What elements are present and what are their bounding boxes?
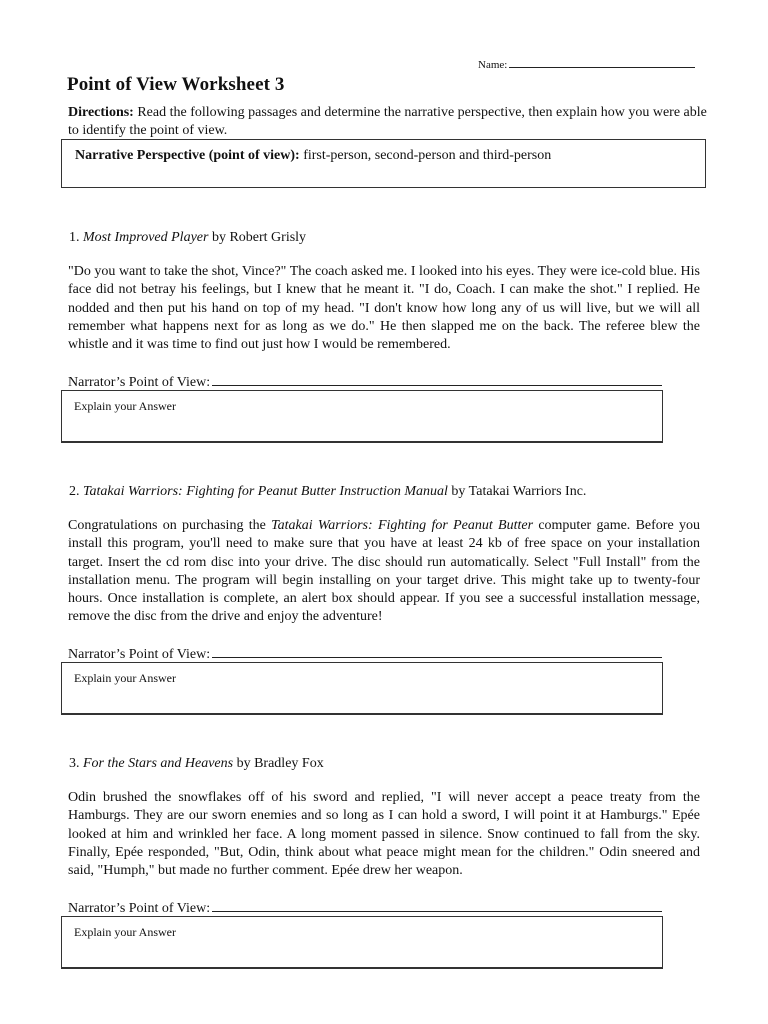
directions-text: Read the following passages and determine the narrative perspective, then explain how you were able to identify the point of view. xyxy=(68,105,707,138)
item-1-answer-box[interactable] xyxy=(61,390,663,443)
directions-label: Directions: xyxy=(68,105,134,120)
passage-text: Congratulations on purchasing the xyxy=(68,518,272,533)
work-title: Tatakai Warriors: Fighting for Peanut Butter Instruction Manual xyxy=(83,484,448,499)
perspective-label: Narrative Perspective (point of view): xyxy=(75,148,300,163)
item-2-passage xyxy=(68,517,700,627)
name-field[interactable] xyxy=(478,58,695,71)
pov-label: Narrator’s Point of View: xyxy=(68,901,211,916)
item-3-title xyxy=(69,756,324,772)
work-title: Most Improved Player xyxy=(83,230,209,245)
pov-label: Narrator’s Point of View: xyxy=(68,647,211,662)
perspective-options: first-person, second-person and third-person xyxy=(299,148,552,163)
directions xyxy=(68,104,718,140)
item-3-pov[interactable] xyxy=(68,899,662,917)
name-label: Name: xyxy=(478,59,508,71)
item-number: 2. xyxy=(69,484,80,499)
item-number: 3. xyxy=(69,756,80,771)
passage-title: Tatakai Warriors: Fighting for Peanut Butter xyxy=(271,518,534,533)
work-title: For the Stars and Heavens xyxy=(83,756,234,771)
item-number: 1. xyxy=(69,230,80,245)
item-1-title xyxy=(69,230,306,246)
item-2-pov[interactable] xyxy=(68,645,662,663)
page-title: Point of View Worksheet 3 xyxy=(67,74,285,95)
item-1-passage: "Do you want to take the shot, Vince?" The coach asked me. I looked into his eyes. They were ice-cold blue. His face did not betray his feelings, but I knew that he meant it. "I do, Coach. I can make the shot." I replied. He nodded and then put his hand on top of my head. "I don't know how long any of us will live, but we will all remember what happens next for as long as we do." He then slapped me on the back. The referee blew the whistle and it was time to find out just how I would be remembered. xyxy=(68,264,700,353)
passage-text: computer game. Before you install this program, you'll need to make sure that you have at least 24 kb of free space on your installation target. Insert the cd rom disc into your drive. The disc should run automatically. Select "Full Install" from the installation menu. The program will begin installing on your target drive. This might take up to twenty-four hours. Once installation is complete, an alert box should appear. If you see a successful installation message, remove the disc from the drive and enjoy the adventure! xyxy=(68,518,700,625)
byline: by Robert Grisly xyxy=(208,230,307,245)
pov-label: Narrator’s Point of View: xyxy=(68,375,211,390)
perspective-box xyxy=(61,139,706,188)
pov-blank[interactable] xyxy=(212,373,662,386)
name-blank[interactable] xyxy=(509,58,695,68)
item-1-pov[interactable] xyxy=(68,373,662,391)
explain-label: Explain your Answer xyxy=(74,399,176,413)
byline: by Tatakai Warriors Inc. xyxy=(447,484,587,499)
item-3-answer-box[interactable] xyxy=(61,916,663,969)
pov-blank[interactable] xyxy=(212,899,662,912)
pov-blank[interactable] xyxy=(212,645,662,658)
item-3-passage: Odin brushed the snowflakes off of his sword and replied, "I will never accept a peace treaty from the Hamburgs. They are our sworn enemies and so long as I can hold a sword, I will point it at Hamburgs." Epée looked at him and wrinkled her face. A long moment passed in silence. Snow continued to fall from the sky. Finally, Epée responded, "But, Odin, think about what peace might mean for the children." Odin sneered and said, "Humph," but made no further comment. Epée drew her weapon. xyxy=(68,790,700,879)
byline: by Bradley Fox xyxy=(233,756,324,771)
explain-label: Explain your Answer xyxy=(74,671,176,685)
item-2-title xyxy=(69,484,586,500)
item-2-answer-box[interactable] xyxy=(61,662,663,715)
explain-label: Explain your Answer xyxy=(74,925,176,939)
